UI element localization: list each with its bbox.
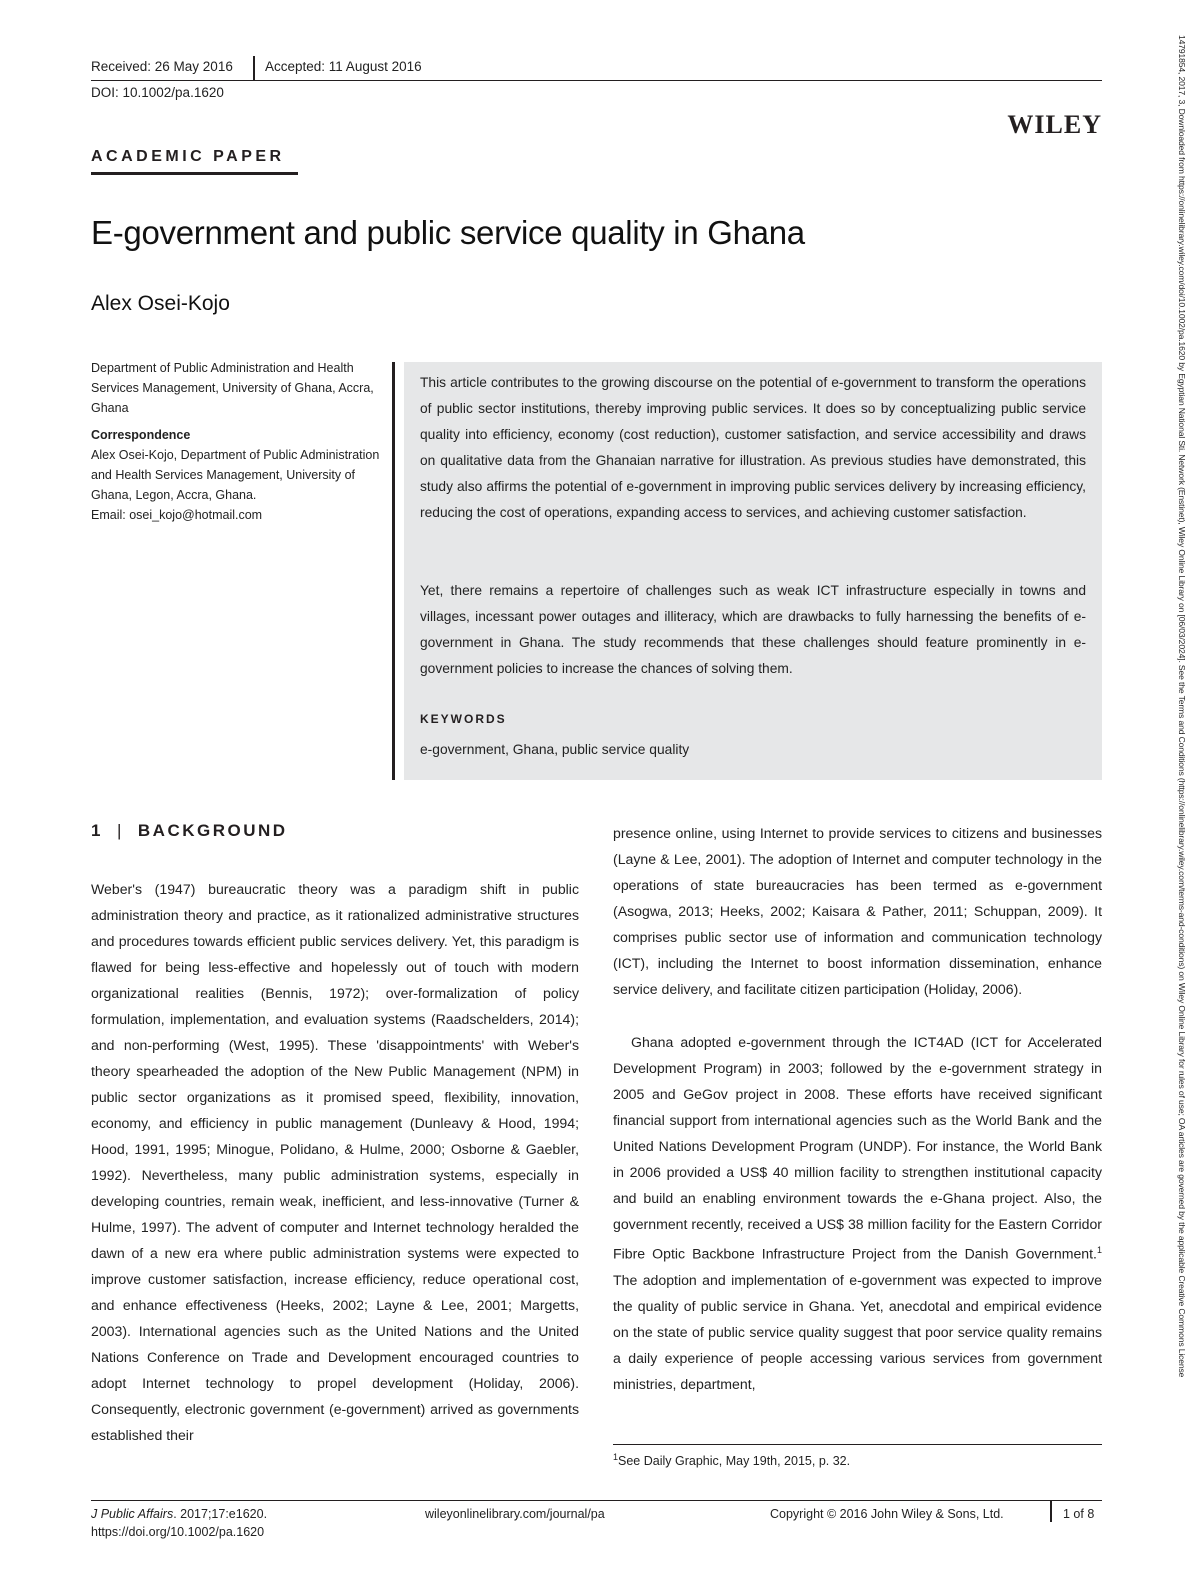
side-download-note (1175, 35, 1189, 1545)
footer-journal-link[interactable]: wileyonlinelibrary.com/journal/pa (425, 1507, 605, 1521)
footnote-rule (613, 1444, 1102, 1445)
section-separator: | (116, 821, 124, 840)
footer-doi-link[interactable]: https://doi.org/10.1002/pa.1620 (91, 1525, 265, 1539)
header-separator (253, 56, 255, 80)
correspondence-email[interactable]: Email: osei_kojo@hotmail.com (91, 508, 263, 522)
affiliation: Department of Public Administration and Health Services Management, University of Ghana, Accra, Ghana (91, 361, 374, 415)
footnote-reference[interactable]: 1 (1096, 1245, 1102, 1255)
publisher-logo: WILEY (1007, 110, 1102, 139)
correspondence-block (91, 445, 381, 525)
author-name: Alex Osei-Kojo (91, 292, 230, 315)
footnote (613, 1452, 850, 1468)
footnote-mark: 1 (613, 1452, 619, 1462)
footnote-text: See Daily Graphic, May 19th, 2015, p. 32. (618, 1454, 851, 1469)
footer-citation (91, 1505, 267, 1524)
keywords: e-government, Ghana, public service quality (420, 742, 690, 757)
correspondence-heading: Correspondence (91, 428, 191, 442)
article-type-underline (91, 172, 298, 175)
footer-separator (1050, 1500, 1052, 1522)
footer-rule (91, 1500, 1102, 1501)
header-rule (91, 80, 1102, 81)
body-right-paragraph-1: presence online, using Internet to provide services to citizens and businesses (Layne & Lee, 2001). The adoption of Internet and computer technology in the operations of state bureaucracies has been termed as e-government (Asogwa, 2013; Heeks, 2002; Kaisara & Pather, 2011; Schuppan, 2009). It comprises public sector use of information and communication technology (ICT), including the Internet to boost information dissemination, enhance service delivery, and facilitate citizen participation (Holiday, 2006). (613, 825, 1102, 997)
received-date: Received: 26 May 2016 (91, 59, 233, 74)
abstract-paragraph-2: Yet, there remains a repertoire of challenges such as weak ICT infrastructure especially in towns and villages, incessant power outages and illiteracy, which are drawbacks to fully harnessing the benefits of e-government in Ghana. The study recommends that these challenges should feature prominently in e-government policies to increase the chances of solving them. (420, 583, 1086, 676)
abstract-paragraph-1: This article contributes to the growing discourse on the potential of e-government to transform the operations of public sector institutions, thereby improving public services. It does so by conceptualizing public service quality into efficiency, economy (cost reduction), customer satisfaction, and service accessibility and draws on qualitative data from the Ghanaian narrative for illustration. As previous studies have demonstrated, this study also affirms the potential of e-government in improving public services delivery by increasing efficiency, reducing the cost of operations, expanding access to services, and achieving customer satisfaction. (420, 375, 1086, 520)
section-heading (91, 821, 288, 841)
side-download-note-text: 14791854, 2017, 3, Downloaded from https://onlinelibrary.wiley.com/doi/10.1002/pa.1620 by Egyptian National Sti. Network (Enstinet), Wiley Online Library on [06/03/2024]. See the Terms and Conditions (https://onlinelibrary.wiley.com/terms-and-conditions) on Wiley Online Library for rules of use; OA articles are governed by the applicable Creative Commons License (1177, 35, 1187, 1378)
section-title: BACKGROUND (137, 821, 288, 840)
body-right-paragraph-2-part-a: Ghana adopted e-government through the ICT4AD (ICT for Accelerated Development Program) in 2003; followed by the e-government strategy in 2005 and GeGov project in 2008. These efforts have received significant financial support from international agencies such as the World Bank and the United Nations Development Program (UNDP). For instance, the World Bank in 2006 provided a US$ 40 million facility to strengthen institutional capacity and build an enabling environment towards the e-Ghana project. Also, the government recently, received a US$ 38 million facility for the Eastern Corridor Fibre Optic Backbone Infrastructure Project from the Danish Government. (613, 1034, 1102, 1262)
footer-volume: . 2017;17:e1620. (173, 1507, 268, 1521)
body-right-paragraph-2-part-b: The adoption and implementation of e-government was expected to improve the quality of public service in Ghana. Yet, anecdotal and empirical evidence on the state of public service quality suggest that poor service quality remains a daily experience of people accessing various services from government ministries, department, (613, 1271, 1102, 1392)
paper-title: E-government and public service quality in Ghana (91, 214, 805, 251)
section-number: 1 (91, 821, 103, 840)
page-number: 1 of 8 (1063, 1507, 1095, 1521)
accepted-date: Accepted: 11 August 2016 (265, 59, 422, 74)
correspondence-address: Alex Osei-Kojo, Department of Public Administration and Health Services Management, University of Ghana, Legon, Accra, Ghana. (91, 448, 380, 502)
doi: DOI: 10.1002/pa.1620 (91, 85, 224, 100)
footer-journal-name: J Public Affairs (91, 1507, 174, 1521)
body-right-paragraph-2 (613, 1029, 1102, 1397)
body-left-column: Weber's (1947) bureaucratic theory was a paradigm shift in public administration theory and practice, as it rationalized administrative structures and procedures towards efficient public services delivery. Yet, this paradigm is flawed for being less-effective and hopelessly out of touch with modern organizational realities (Bennis, 1972); over-formalization of policy formulation, implementation, and evaluation systems (Raadschelders, 2014); and non-performing (West, 1995). These 'disappointments' with Weber's theory spearheaded the adoption of the New Public Management (NPM) in public sector organizations as it promised speed, flexibility, innovation, economy, and efficiency in public management (Dunleavy & Hood, 1994; Hood, 1991, 1995; Minogue, Polidano, & Hulme, 2000; Osborne & Gaebler, 1992). Nevertheless, many public administration systems, especially in developing countries, remain weak, inefficient, and less-innovative (Turner & Hulme, 1997). The advent of computer and Internet technology heralded the dawn of a new era where public administration systems were expected to improve customer satisfaction, increase efficiency, reduce operational cost, and enhance effectiveness (Heeks, 2002; Layne & Lee, 2001; Margetts, 2003). International agencies such as the United Nations and the United Nations Conference on Trade and Development encouraged countries to adopt Internet technology to propel development (Holiday, 2006). Consequently, electronic government (e-government) arrived as governments established their (91, 881, 579, 1443)
keywords-heading: KEYWORDS (420, 712, 507, 726)
article-type: ACADEMIC PAPER (91, 148, 285, 165)
abstract-left-bar (392, 362, 395, 780)
footer-copyright: Copyright © 2016 John Wiley & Sons, Ltd. (770, 1507, 1004, 1521)
